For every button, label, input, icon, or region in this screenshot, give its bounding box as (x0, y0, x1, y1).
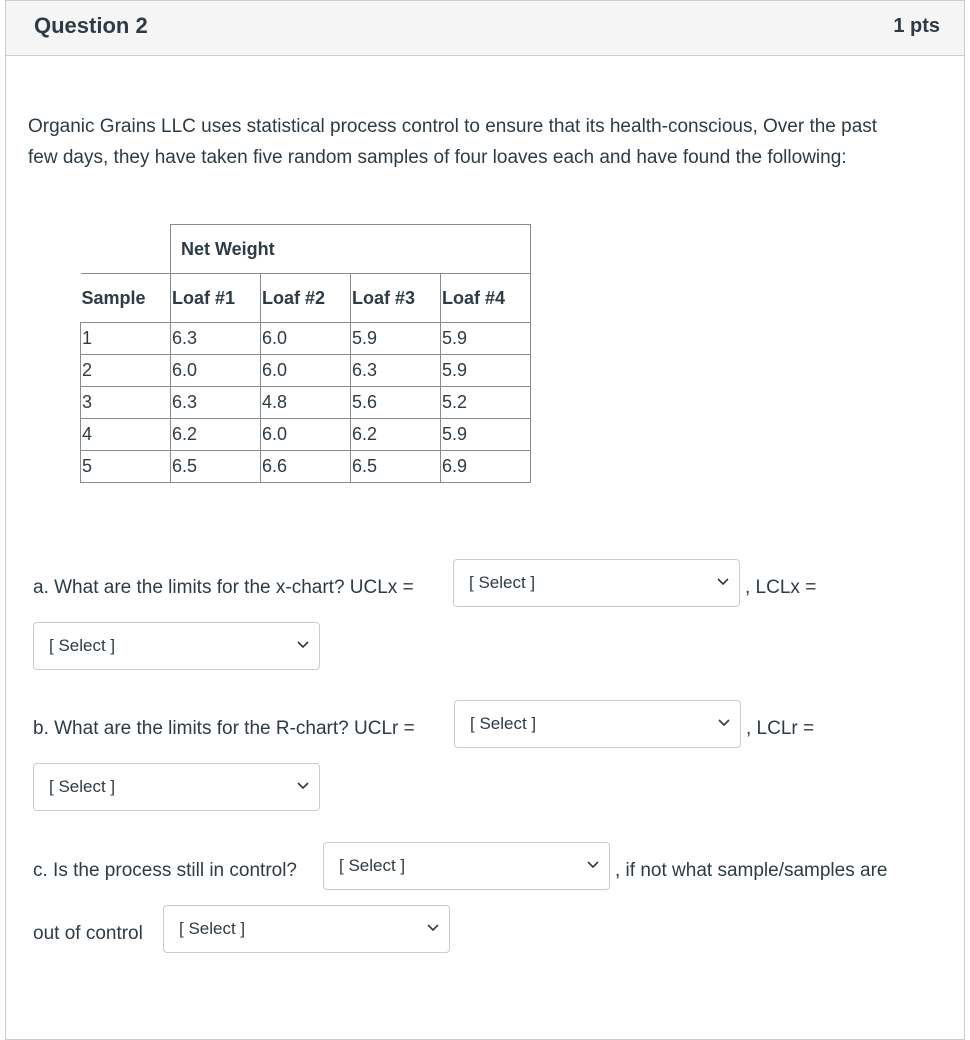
table-cell: 5.9 (441, 323, 531, 355)
chevron-down-icon (717, 578, 729, 586)
table-cell: 6.0 (261, 419, 351, 451)
part-c-text: c. Is the process still in control? (33, 860, 297, 881)
select-placeholder: [ Select ] (49, 636, 116, 655)
table-cell: 5 (81, 451, 171, 483)
out-of-control-select[interactable] (163, 905, 450, 953)
table-cell: 6.9 (441, 451, 531, 483)
question-points: 1 pts (893, 15, 940, 37)
ucl-r-select[interactable] (454, 700, 741, 748)
table-row (81, 451, 531, 483)
part-a-text: a. What are the limits for the x-chart? UCLx = (33, 577, 414, 598)
part-c-line2: out of control (33, 923, 143, 944)
table-cell: 6.0 (261, 323, 351, 355)
table-cell: 6.3 (171, 387, 261, 419)
table-row (81, 323, 531, 355)
table-cell: 6.3 (171, 323, 261, 355)
table-cell: 6.3 (351, 355, 441, 387)
table-cell: 6.0 (261, 355, 351, 387)
table-cell: 6.2 (171, 419, 261, 451)
table-row (81, 387, 531, 419)
table-cell: 4 (81, 419, 171, 451)
table-cell: 5.9 (441, 355, 531, 387)
table-header-loaf4: Loaf #4 (441, 274, 531, 323)
question-intro: Organic Grains LLC uses statistical process control to ensure that its health-conscious, Over the past few days, they have taken five random samples of four loaves each and have found the following: (28, 116, 878, 168)
in-control-select[interactable] (323, 842, 610, 890)
lcl-x-select[interactable] (33, 622, 320, 670)
table-corner (81, 225, 171, 274)
table-cell: 3 (81, 387, 171, 419)
part-b-suffix: , LCLr = (746, 718, 815, 739)
table-group-header: Net Weight (171, 225, 531, 274)
lcl-r-select[interactable] (33, 763, 320, 811)
table-header-loaf3: Loaf #3 (351, 274, 441, 323)
select-placeholder: [ Select ] (49, 777, 116, 796)
table-header-loaf2: Loaf #2 (261, 274, 351, 323)
table-cell: 5.6 (351, 387, 441, 419)
part-a-suffix: , LCLx = (745, 577, 817, 598)
question-title: Question 2 (34, 13, 148, 38)
table-cell: 4.8 (261, 387, 351, 419)
table-cell: 1 (81, 323, 171, 355)
chevron-down-icon (297, 782, 309, 790)
chevron-down-icon (587, 861, 599, 869)
table-cell: 5.9 (351, 323, 441, 355)
chevron-down-icon (297, 641, 309, 649)
select-placeholder: [ Select ] (470, 714, 537, 733)
table-header-loaf1: Loaf #1 (171, 274, 261, 323)
table-cell: 6.0 (171, 355, 261, 387)
part-c-suffix: , if not what sample/samples are (615, 860, 888, 881)
chevron-down-icon (718, 719, 730, 727)
select-placeholder: [ Select ] (469, 573, 536, 592)
question-header (6, 1, 964, 56)
select-placeholder: [ Select ] (179, 919, 246, 938)
table-row (81, 355, 531, 387)
table-cell: 6.5 (171, 451, 261, 483)
ucl-x-select[interactable] (453, 559, 740, 607)
table-cell: 5.9 (441, 419, 531, 451)
chevron-down-icon (427, 924, 439, 932)
table-cell: 5.2 (441, 387, 531, 419)
table-row (81, 419, 531, 451)
table-cell: 2 (81, 355, 171, 387)
net-weight-table (80, 224, 531, 483)
select-placeholder: [ Select ] (339, 856, 406, 875)
part-b-text: b. What are the limits for the R-chart? UCLr = (33, 718, 415, 739)
table-cell: 6.2 (351, 419, 441, 451)
table-cell: 6.5 (351, 451, 441, 483)
table-header-sample: Sample (81, 274, 171, 323)
table-cell: 6.6 (261, 451, 351, 483)
